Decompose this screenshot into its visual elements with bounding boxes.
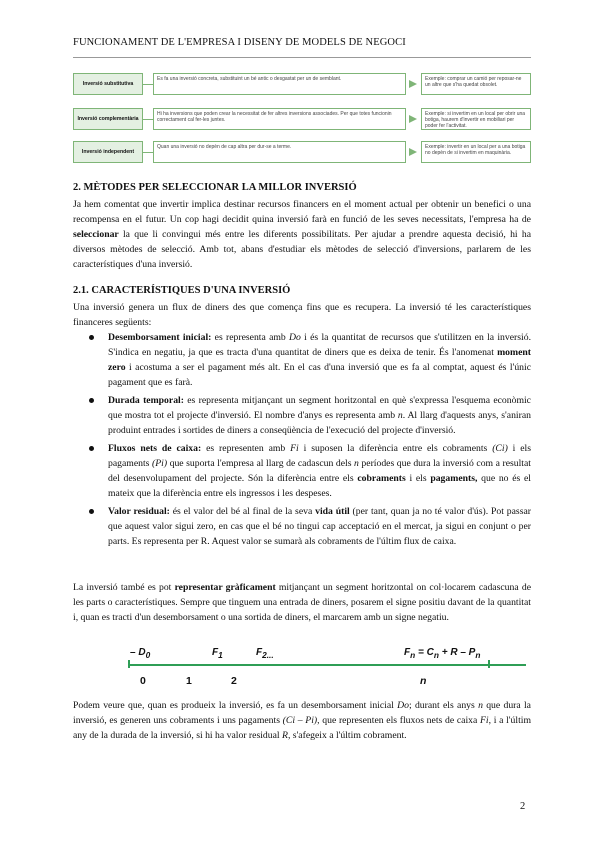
timeline-period-2: 2 bbox=[231, 675, 237, 687]
section-2-paragraph: Ja hem comentat que invertir implica destinar recursos financers en el moment actual per obtenir un benefici o una recompensa en el futur. Un cop hagi decidit quina inversió farà en funció de les seves necessitats, l'empresa ha de seleccionar la que li convingui més entre les diferents possibilitats. Per ajudar a prendre aquesta decisió, hi ha diversos mètodes de selecció. Amb tot, abans d'estudiar els mètodes de selecció d'inversions, parlarem de les característiques d'una inversió. bbox=[73, 199, 531, 270]
header-divider bbox=[73, 57, 531, 58]
list-item: Fluxos nets de caixa: es representen amb Fi i suposen la diferència entre els cobraments (Ci) i els pagaments (Pi) que suporta l'empresa al llarg de cadascun dels n períodes que dura la inversió com a resultat del desenvolupament del projecte. Són la diferència entre els cobraments i els pagaments, que no és el mateix que la diferència entre els ingressos i les despeses. bbox=[73, 441, 531, 501]
page-number: 2 bbox=[520, 801, 526, 812]
timeline-period-1: 1 bbox=[186, 675, 192, 687]
arrow-right-icon bbox=[409, 80, 417, 88]
investment-types-diagram bbox=[73, 73, 531, 165]
closing-paragraph: Podem veure que, quan es produeix la inversió, es fa un desemborsament inicial Do; durant els anys n que dura la inversió, es generen uns cobraments i uns pagaments (Ci – Pi), que representen els fluxos nets de caixa Fi, i a l'últim any de la durada de la inversió, si hi ha valor residual R, s'afegeix a l'últim cobrament. bbox=[73, 700, 532, 741]
graphic-representation-paragraph: La inversió també es pot representar gràficament mitjançant un segment horitzontal on col·locarem cadascuna de les parts o característiques. Sempre que tinguem una entrada de diners, posarem el signe positiu davant de la quantitat i, quan es tracti d'un desemborsament o una sortida de diners, el marcarem amb un signe negatiu. bbox=[73, 582, 532, 623]
section-heading-2: 2. MÈTODES PER SELECCIONAR LA MILLOR INVERSIÓ bbox=[73, 182, 357, 193]
diagram-row-complementaria bbox=[73, 108, 531, 130]
diagram-description: Quan una inversió no depèn de cap altra per dur-se a terme. bbox=[153, 141, 406, 163]
timeline-period-0: 0 bbox=[140, 675, 146, 687]
diagram-row-substitutiva bbox=[73, 73, 531, 95]
timeline-period-n: n bbox=[420, 675, 427, 687]
timeline-label-f1: $F_1$ bbox=[212, 647, 223, 660]
timeline-tick bbox=[128, 660, 130, 668]
arrow-right-icon bbox=[409, 148, 417, 156]
diagram-example: Exemple: si invertim en un local per obrir una botiga, haurem d'invertir en mobiliari per poder fer l'activitat. bbox=[421, 108, 531, 130]
timeline-tick bbox=[488, 660, 490, 668]
diagram-label: Inversió substitutiva bbox=[73, 73, 143, 95]
page-header: FUNCIONAMENT DE L'EMPRESA I DISENY DE MODELS DE NEGOCI bbox=[73, 37, 406, 48]
timeline-label-fn: $F_n = C_n + R - P_n$ bbox=[404, 647, 481, 660]
diagram-label: Inversió complementària bbox=[73, 108, 143, 130]
timeline-label-d0: – $D_0$ bbox=[130, 647, 151, 660]
bullet-icon bbox=[89, 509, 94, 514]
characteristics-list bbox=[73, 330, 531, 552]
investment-timeline bbox=[128, 645, 526, 693]
timeline-axis bbox=[128, 664, 526, 666]
section-heading-2-1: 2.1. CARACTERÍSTIQUES D'UNA INVERSIÓ bbox=[73, 285, 291, 296]
diagram-description: Es fa una inversió concreta, substituint un bé antic o desgastat per un de semblant. bbox=[153, 73, 406, 95]
timeline-label-f2: $F_{2...}$ bbox=[256, 647, 274, 660]
bullet-icon bbox=[89, 446, 94, 451]
diagram-example: Exemple: invertir en un local per a una botiga no depèn de si invertim en maquinària. bbox=[421, 141, 531, 163]
section-2-1-intro: Una inversió genera un flux de diners des que comença fins que es recupera. La inversió té les característiques financeres següents: bbox=[73, 302, 531, 328]
diagram-label: Inversió independent bbox=[73, 141, 143, 163]
arrow-right-icon bbox=[409, 115, 417, 123]
bullet-icon bbox=[89, 398, 94, 403]
list-item: Desemborsament inicial: es representa amb Do i és la quantitat de recursos que s'utilitzen en la inversió. S'indica en negatiu, ja que es tracta d'una quantitat de diners que es deixa de tenir. És l'anomenat moment zero i acostuma a ser el pagament més alt. En el cas d'una inversió que es fa al comptat, aquest és l'únic pagament que es farà. bbox=[73, 330, 531, 390]
diagram-example: Exemple: comprar un camió per reposar-ne un altre que s'ha quedat obsolet. bbox=[421, 73, 531, 95]
diagram-description: Hi ha inversions que poden crear la necessitat de fer altres inversions associades. Per que totes funcionin correctament cal fer-les juntes. bbox=[153, 108, 406, 130]
list-item: Durada temporal: es representa mitjançant un segment horitzontal en què s'expressa l'esquema econòmic que mostra tot el projecte d'inversió. El nombre d'anys es representa amb n. Al llarg d'aquests anys, s'aniran produint entrades i sortides de diners a conseqüència de l'execució del projecte d'inversió. bbox=[73, 393, 531, 438]
diagram-row-independent bbox=[73, 141, 531, 163]
bullet-icon bbox=[89, 335, 94, 340]
list-item: Valor residual: és el valor del bé al final de la seva vida útil (per tant, quan ja no té valor d'ús). Pot passar que aquest valor sigui zero, en cas que el bé no tingui cap acceptació en el mercat, ja sigui en conjunt o per parts. Es representa per R. Aquest valor se sumarà als cobraments de l'últim flux de caixa. bbox=[73, 504, 531, 549]
